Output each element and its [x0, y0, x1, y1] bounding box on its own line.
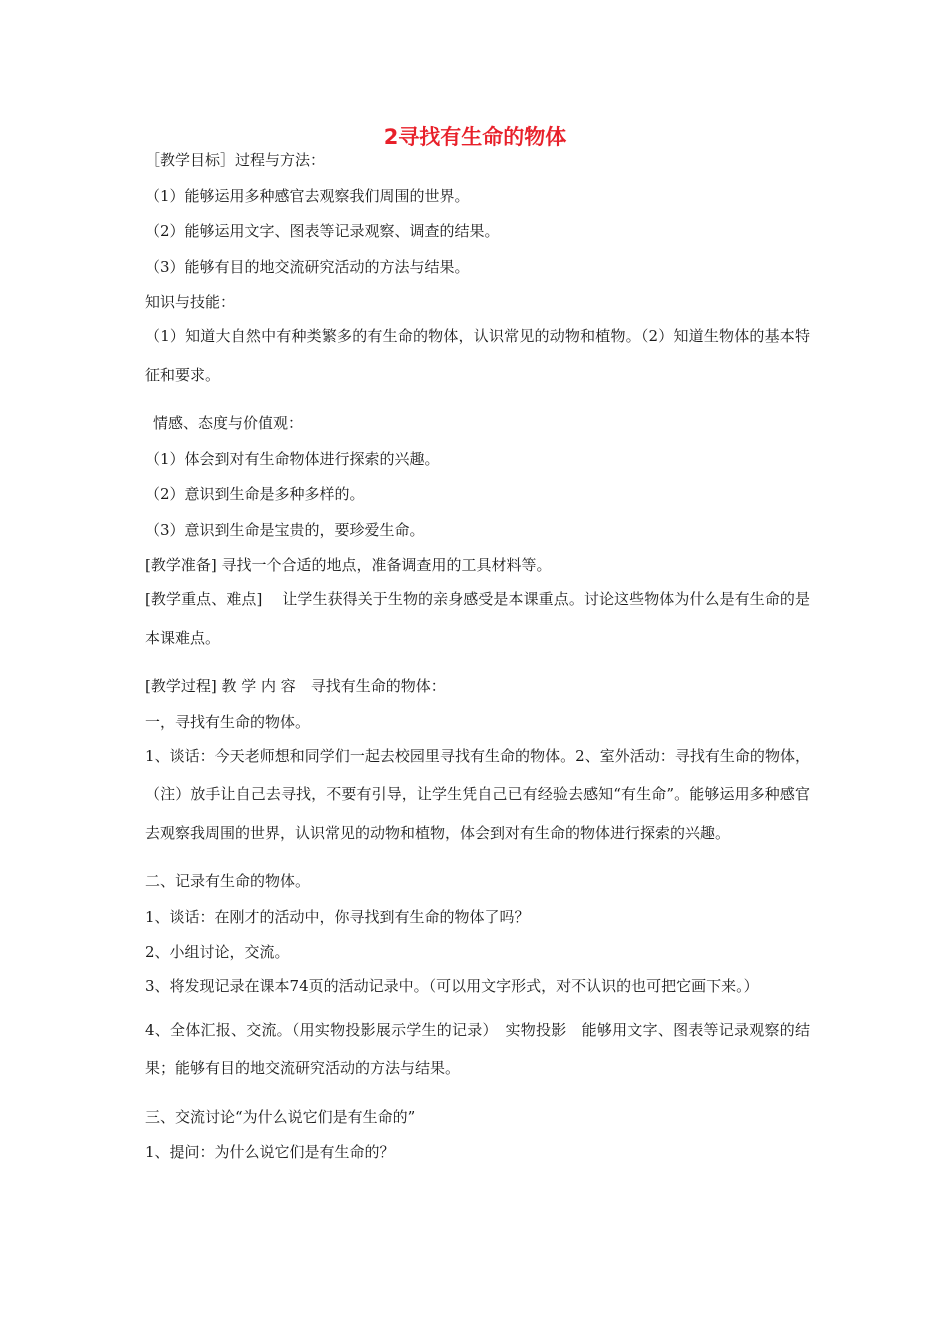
document-body: [145, 150, 810, 1162]
text-paragraph: （1）知道大自然中有种类繁多的有生命的物体，认识常见的动物和植物。（2）知道生物体的基本特征和要求。: [145, 327, 810, 384]
subsection-heading: 三、交流讨论“为什么说它们是有生命的”: [145, 1107, 416, 1126]
text-line: （1）能够运用多种感官去观察我们周围的世界。: [145, 186, 470, 205]
text-line: （3）能够有目的地交流研究活动的方法与结果。: [145, 257, 470, 276]
text-line: 2、小组讨论，交流。: [145, 943, 290, 961]
section-heading-preparation: [教学准备] 寻找一个合适的地点，准备调查用的工具材料等。: [145, 556, 552, 574]
text-line: （1）体会到对有生命物体进行探索的兴趣。: [145, 449, 440, 468]
text-paragraph: 4、全体汇报、交流。（用实物投影展示学生的记录） 实物投影 能够用文字、图表等记录观察的结果；能够有目的地交流研究活动的方法与结果。: [145, 1020, 810, 1077]
text-paragraph: 3、将发现记录在课本74页的活动记录中。（可以用文字形式，对不认识的也可把它画下来。）: [145, 977, 759, 995]
text-paragraph: 1、谈话：今天老师想和同学们一起去校园里寻找有生命的物体。2、室外活动：寻找有生命的物体，（注）放手让自己去寻找，不要有引导，让学生凭自己已有经验去感知“有生命”。能够运用多种感官去观察我周围的世界，认识常见的动物和植物，体会到对有生命的物体进行探索的兴趣。: [145, 746, 810, 842]
section-heading-process: [教学过程] 教 学 内 容 寻找有生命的物体：: [145, 677, 446, 695]
section-heading-key-points: [教学重点、难点] 让学生获得关于生物的亲身感受是本课重点。讨论这些物体为什么是有生命的是本课难点。: [145, 590, 810, 647]
section-heading-attitudes: 情感、态度与价值观：: [153, 414, 304, 432]
text-line: （2）意识到生命是多种多样的。: [145, 485, 365, 503]
section-heading-knowledge-skills: 知识与技能：: [145, 293, 236, 311]
text-line: （3）意识到生命是宝贵的，要珍爱生命。: [145, 520, 425, 539]
text-line: （2）能够运用文字、图表等记录观察、调查的结果。: [145, 222, 500, 240]
text-line: 1、提问：为什么说它们是有生命的？: [145, 1143, 395, 1161]
text-line: 1、谈话：在刚才的活动中，你寻找到有生命的物体了吗？: [145, 907, 530, 926]
section-heading-teaching-goals: ［教学目标］过程与方法：: [145, 151, 326, 169]
document-title: 2寻找有生命的物体: [383, 125, 567, 149]
subsection-heading: 二、记录有生命的物体。: [145, 872, 311, 890]
subsection-heading: 一，寻找有生命的物体。: [145, 712, 311, 731]
